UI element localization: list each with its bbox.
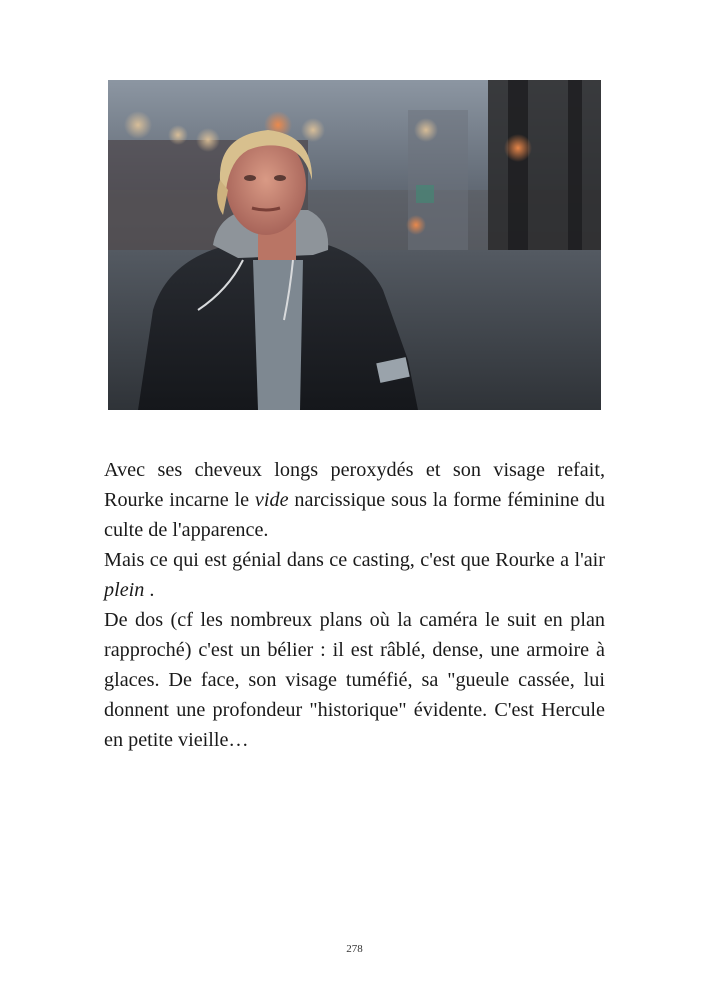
photo-illustration (108, 80, 601, 410)
paragraph-2: Mais ce qui est génial dans ce casting, c'est que Rourke a l'air plein . (104, 549, 605, 601)
page-number: 278 (346, 943, 363, 955)
body-text (104, 455, 605, 755)
emphasis-plein: plein (104, 579, 145, 601)
paragraph-1: Avec ses cheveux longs peroxydés et son visage refait, Rourke incarne le vide narcissique sous la forme féminine du culte de l'apparence. (104, 459, 605, 541)
figure-photo (108, 80, 601, 410)
paragraph-3: De dos (cf les nombreux plans où la caméra le suit en plan rapproché) c'est un bélier : il est râblé, dense, une armoire à glaces. De face, son visage tuméfié, sa "gueule cassée, lui donnent une profondeur "historique" évidente. C'est Hercule en petite vieille… (104, 609, 605, 751)
emphasis-vide: vide (254, 489, 289, 511)
